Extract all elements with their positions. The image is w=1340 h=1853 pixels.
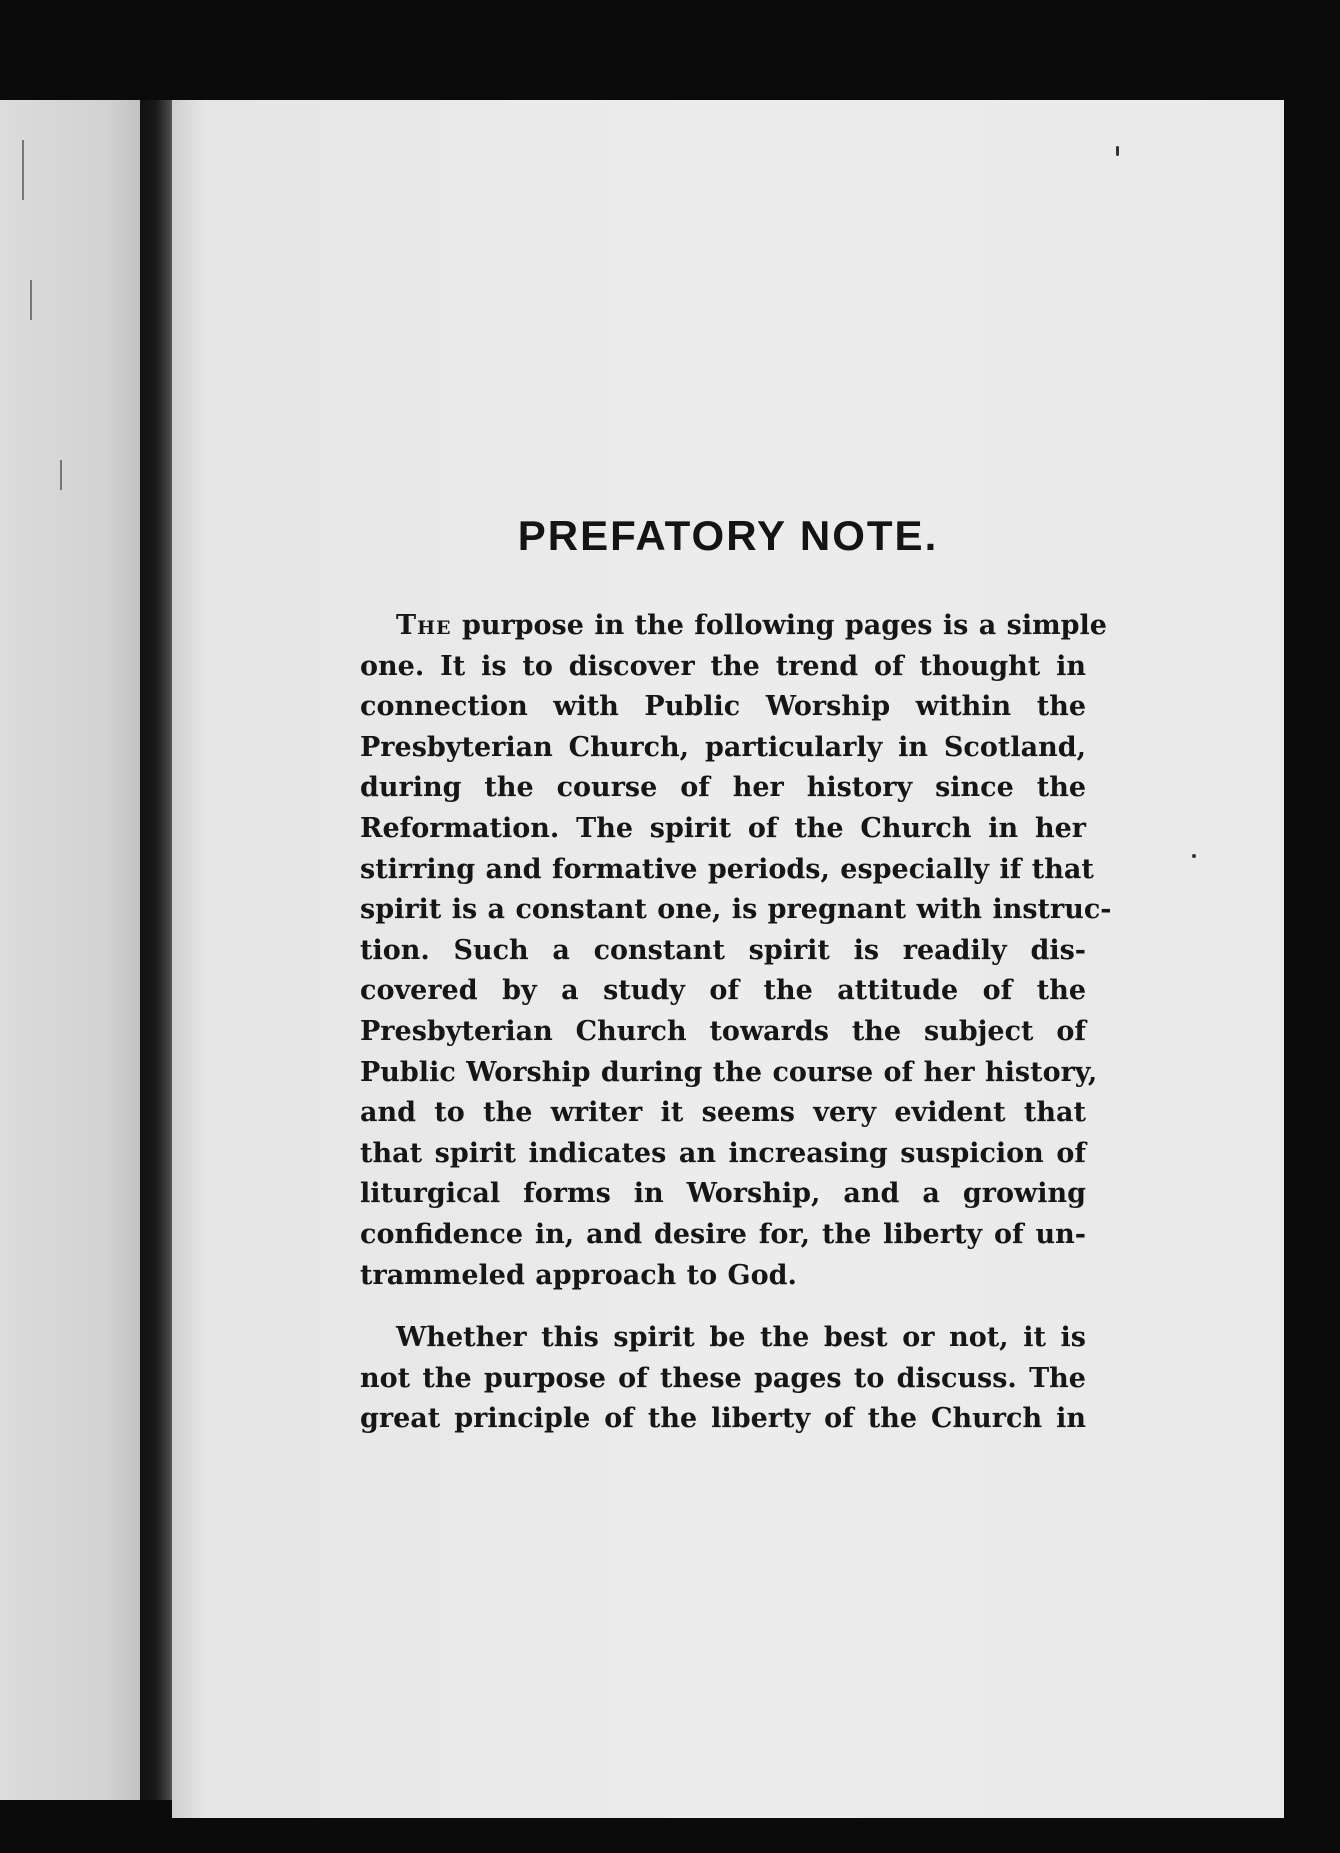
page-edge-mark bbox=[60, 460, 62, 490]
paragraph-line: one. It is to discover the trend of thought in bbox=[360, 650, 1086, 682]
paragraph-line: confidence in, and desire for, the liberty of un- bbox=[360, 1218, 1086, 1250]
paragraph-line: spirit is a constant one, is pregnant with instruc- bbox=[360, 894, 1112, 926]
paragraph-lead-word: The bbox=[396, 610, 452, 641]
paragraph-line: stirring and formative periods, especially if that bbox=[360, 853, 1094, 885]
paragraph-line: Presbyterian Church towards the subject of bbox=[360, 1015, 1086, 1047]
paragraph-line: tion. Such a constant spirit is readily dis- bbox=[360, 934, 1086, 966]
paragraph-line: Public Worship during the course of her history, bbox=[360, 1056, 1098, 1088]
paragraph-line: Presbyterian Church, particularly in Scotland, bbox=[360, 731, 1086, 763]
paper-speck bbox=[1192, 854, 1196, 858]
paragraph-line: covered by a study of the attitude of the bbox=[360, 975, 1086, 1007]
paragraph-line: liturgical forms in Worship, and a growing bbox=[360, 1178, 1086, 1210]
paper-speck bbox=[1116, 146, 1119, 156]
paragraph-1 bbox=[360, 606, 1112, 1296]
book-page bbox=[172, 100, 1284, 1818]
paragraph-line: Reformation. The spirit of the Church in her bbox=[360, 812, 1086, 844]
page-edge-mark bbox=[22, 140, 24, 200]
paragraph-line: connection with Public Worship within the bbox=[360, 691, 1086, 723]
paragraph-line: that spirit indicates an increasing suspicion of bbox=[360, 1137, 1086, 1169]
page-edge-mark bbox=[30, 280, 32, 320]
paragraph-line: The purpose in the following pages is a simple bbox=[396, 610, 1107, 641]
paragraph-line: trammeled approach to God. bbox=[360, 1259, 797, 1291]
paragraph-line: during the course of her history since the bbox=[360, 772, 1086, 804]
left-facing-page bbox=[0, 100, 150, 1800]
paragraph-line: Whether this spirit be the best or not, it is bbox=[396, 1322, 1086, 1353]
paragraph-2 bbox=[360, 1318, 1086, 1440]
page-title: PREFATORY NOTE. bbox=[517, 512, 939, 559]
paragraph-line: not the purpose of these pages to discuss. The bbox=[360, 1362, 1086, 1394]
paragraph-line: great principle of the liberty of the Church in bbox=[360, 1403, 1086, 1435]
paragraph-line: and to the writer it seems very evident that bbox=[360, 1097, 1086, 1129]
